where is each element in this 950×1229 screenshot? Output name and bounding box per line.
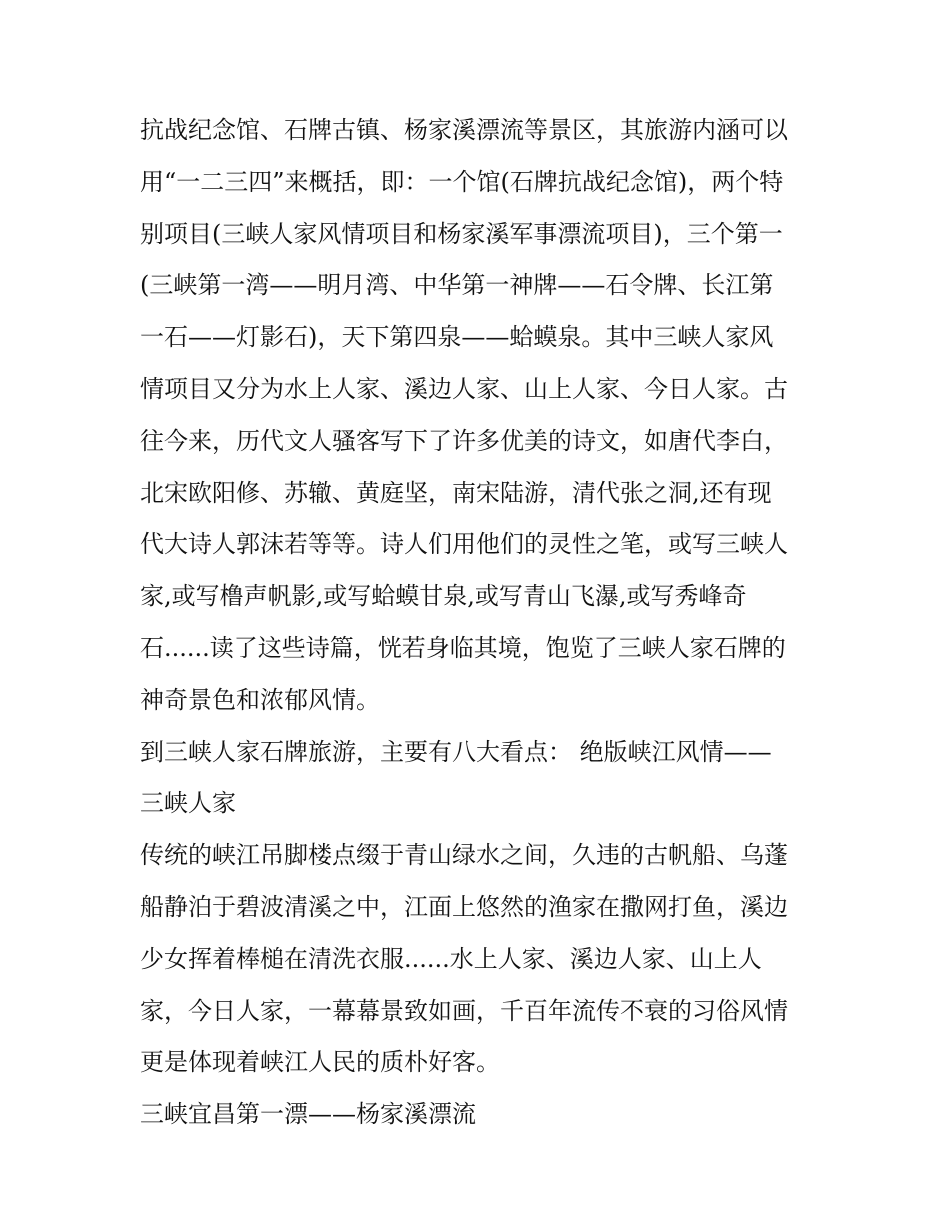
text-line: 家,或写橹声帆影,或写蛤蟆甘泉,或写青山飞瀑,或写秀峰奇	[140, 582, 747, 611]
text-line: 北宋欧阳修、苏辙、黄庭坚，南宋陆游，清代张之洞,还有现	[140, 478, 772, 507]
text-line: 三峡宜昌第一漂——杨家溪漂流	[140, 1100, 476, 1129]
text-line: 代大诗人郭沫若等等。诗人们用他们的灵性之笔，或写三峡人	[140, 530, 788, 559]
text-line: 更是体现着峡江人民的质朴好客。	[140, 1048, 500, 1077]
text-line: 别项目(三峡人家风情项目和杨家溪军事漂流项目)，三个第一	[140, 219, 783, 248]
text-line: 三峡人家	[140, 789, 236, 818]
text-line: 船静泊于碧波清溪之中，江面上悠然的渔家在撒网打鱼，溪边	[140, 892, 788, 921]
text-line: 神奇景色和浓郁风情。	[140, 685, 380, 714]
document-body	[140, 105, 820, 1141]
text-line: 一石——灯影石)，天下第四泉——蛤蟆泉。其中三峡人家风	[140, 323, 774, 352]
text-line: 到三峡人家石牌旅游，主要有八大看点： 绝版峡江风情——	[140, 737, 772, 766]
text-line: 用“一二三四”来概括，即：一个馆(石牌抗战纪念馆)，两个特	[140, 167, 784, 196]
text-line: 传统的峡江吊脚楼点缀于青山绿水之间，久违的古帆船、乌蓬	[140, 841, 788, 870]
text-line: 情项目又分为水上人家、溪边人家、山上人家、今日人家。古	[140, 374, 788, 403]
text-line: 往今来，历代文人骚客写下了许多优美的诗文，如唐代李白，	[140, 426, 788, 455]
text-line: 家，今日人家，一幕幕景致如画，千百年流传不衰的习俗风情	[140, 996, 788, 1025]
text-line: 石......读了这些诗篇，恍若身临其境，饱览了三峡人家石牌的	[140, 633, 786, 662]
text-line: (三峡第一湾——明月湾、中华第一神牌——石令牌、长江第	[140, 271, 774, 300]
text-line: 抗战纪念馆、石牌古镇、杨家溪漂流等景区，其旅游内涵可以	[140, 116, 788, 144]
text-line: 少女挥着棒槌在清洗衣服......水上人家、溪边人家、山上人	[140, 944, 762, 973]
